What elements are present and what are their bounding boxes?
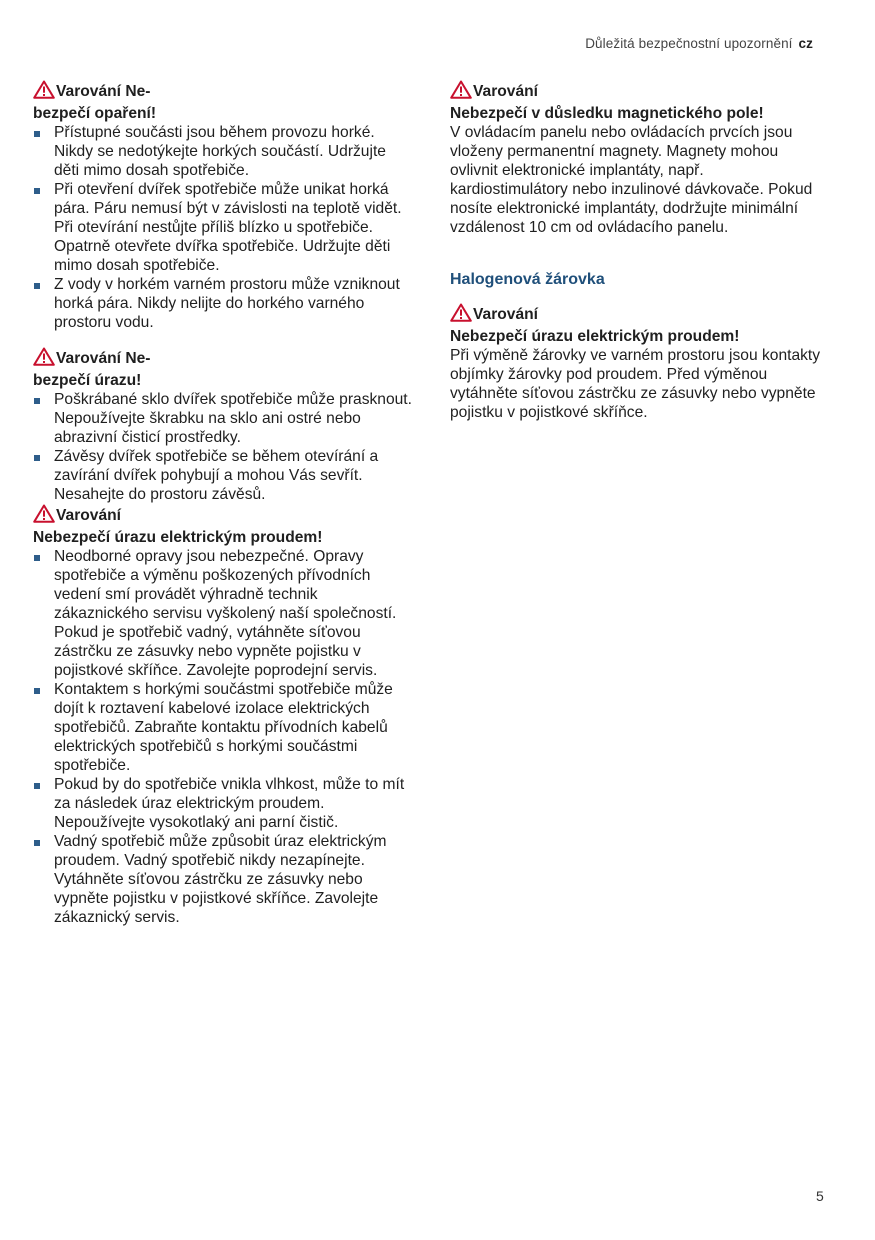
section-heading: Halogenová žárovka (450, 271, 605, 288)
language-code: cz (798, 36, 813, 51)
warning-subtitle: Nebezpečí úrazu elektrickým proudem! (450, 328, 740, 345)
warning-injury (33, 347, 413, 504)
warning-title: Varování (450, 80, 825, 104)
warning-magnetic (450, 80, 825, 237)
warning-title: Varování Ne- (33, 80, 413, 104)
list-item: Při otevření dvířek spotřebiče může unikat horká pára. Páru nemusí být v závislosti na teplotě vidět. Při otevírání nestůjte příliš blízko u spotřebiče. Opatrně otevřete dvířka spotřebiče. Udržujte děti mimo dosah spotřebiče. (33, 180, 413, 275)
header-title: Důležitá bezpečnostní upozornění (585, 36, 793, 51)
list-item: Přístupné součásti jsou během provozu horké. Nikdy se nedotýkejte horkých součástí. Udržujte děti mimo dosah spotřebiče. (33, 123, 413, 180)
list-item: Z vody v horkém varném prostoru může vzniknout horká pára. Nikdy nelijte do horkého varného prostoru vodu. (33, 275, 413, 332)
square-bullet-icon (34, 555, 40, 561)
square-bullet-icon (34, 840, 40, 846)
warning-list (33, 547, 413, 927)
warning-subtitle: Nebezpečí úrazu elektrickým proudem! (33, 529, 323, 546)
page-number: 5 (816, 1188, 824, 1204)
warning-bulb-electric (450, 303, 825, 422)
warning-triangle-icon (33, 347, 55, 371)
page-header (585, 36, 813, 51)
warning-title: Varování (33, 504, 413, 528)
square-bullet-icon (34, 398, 40, 404)
square-bullet-icon (34, 188, 40, 194)
list-item: Závěsy dvířek spotřebiče se během otevírání a zavírání dvířek pohybují a mohou Vás sevřít. Nesahejte do prostoru závěsů. (33, 447, 413, 504)
square-bullet-icon (34, 688, 40, 694)
warning-title-cont: bezpečí úrazu! (33, 372, 142, 389)
list-item: Poškrábané sklo dvířek spotřebiče může prasknout. Nepoužívejte škrabku na sklo ani ostré nebo abrazivní čisticí prostředky. (33, 390, 413, 447)
square-bullet-icon (34, 131, 40, 137)
warning-triangle-icon (450, 303, 472, 327)
square-bullet-icon (34, 283, 40, 289)
warning-title-cont: bezpečí opaření! (33, 105, 157, 122)
warning-body: V ovládacím panelu nebo ovládacích prvcích jsou vloženy permanentní magnety. Magnety mohou ovlivnit elektronické implantáty, např. kardiostimulátory nebo inzulinové dávkovače. Pokud nosíte elektronické implantáty, dodržujte minimální vzdálenost 10 cm od ovládacího panelu. (450, 124, 813, 236)
square-bullet-icon (34, 783, 40, 789)
warning-triangle-icon (33, 504, 55, 528)
warning-triangle-icon (450, 80, 472, 104)
list-item: Vadný spotřebič může způsobit úraz elektrickým proudem. Vadný spotřebič nikdy nezapínejte. Vytáhněte síťovou zástrčku ze zásuvky nebo vypněte pojistku v pojistkové skříňce. Zavolejte zákaznický servis. (33, 832, 413, 927)
left-column (33, 80, 413, 927)
warning-title: Varování (450, 303, 825, 327)
warning-subtitle: Nebezpečí v důsledku magnetického pole! (450, 105, 764, 122)
warning-list (33, 390, 413, 504)
list-item: Pokud by do spotřebiče vnikla vlhkost, může to mít za následek úraz elektrickým proudem. Nepoužívejte vysokotlaký ani parní čistič. (33, 775, 413, 832)
square-bullet-icon (34, 455, 40, 461)
warning-scalding (33, 80, 413, 332)
warning-list (33, 123, 413, 332)
warning-triangle-icon (33, 80, 55, 104)
list-item: Neodborné opravy jsou nebezpečné. Opravy spotřebiče a výměnu poškozených přívodních vedení smí provádět výhradně technik zákaznického servisu vyškolený naší společností. Pokud je spotřebič vadný, vytáhněte síťovou zástrčku ze zásuvky nebo vypněte pojistku v pojistkové skříňce. Zavolejte poprodejní servis. (33, 547, 413, 680)
warning-electric (33, 504, 413, 927)
warning-title: Varování Ne- (33, 347, 413, 371)
list-item: Kontaktem s horkými součástmi spotřebiče může dojít k roztavení kabelové izolace elektrických spotřebičů. Zabraňte kontaktu přívodních kabelů elektrických spotřebičů s horkými součástmi spotřebiče. (33, 680, 413, 775)
right-column (450, 80, 825, 422)
warning-body: Při výměně žárovky ve varném prostoru jsou kontakty objímky žárovky pod proudem. Před výměnou vytáhněte síťovou zástrčku ze zásuvky nebo vypněte pojistku v pojistkové skříňce. (450, 347, 821, 421)
